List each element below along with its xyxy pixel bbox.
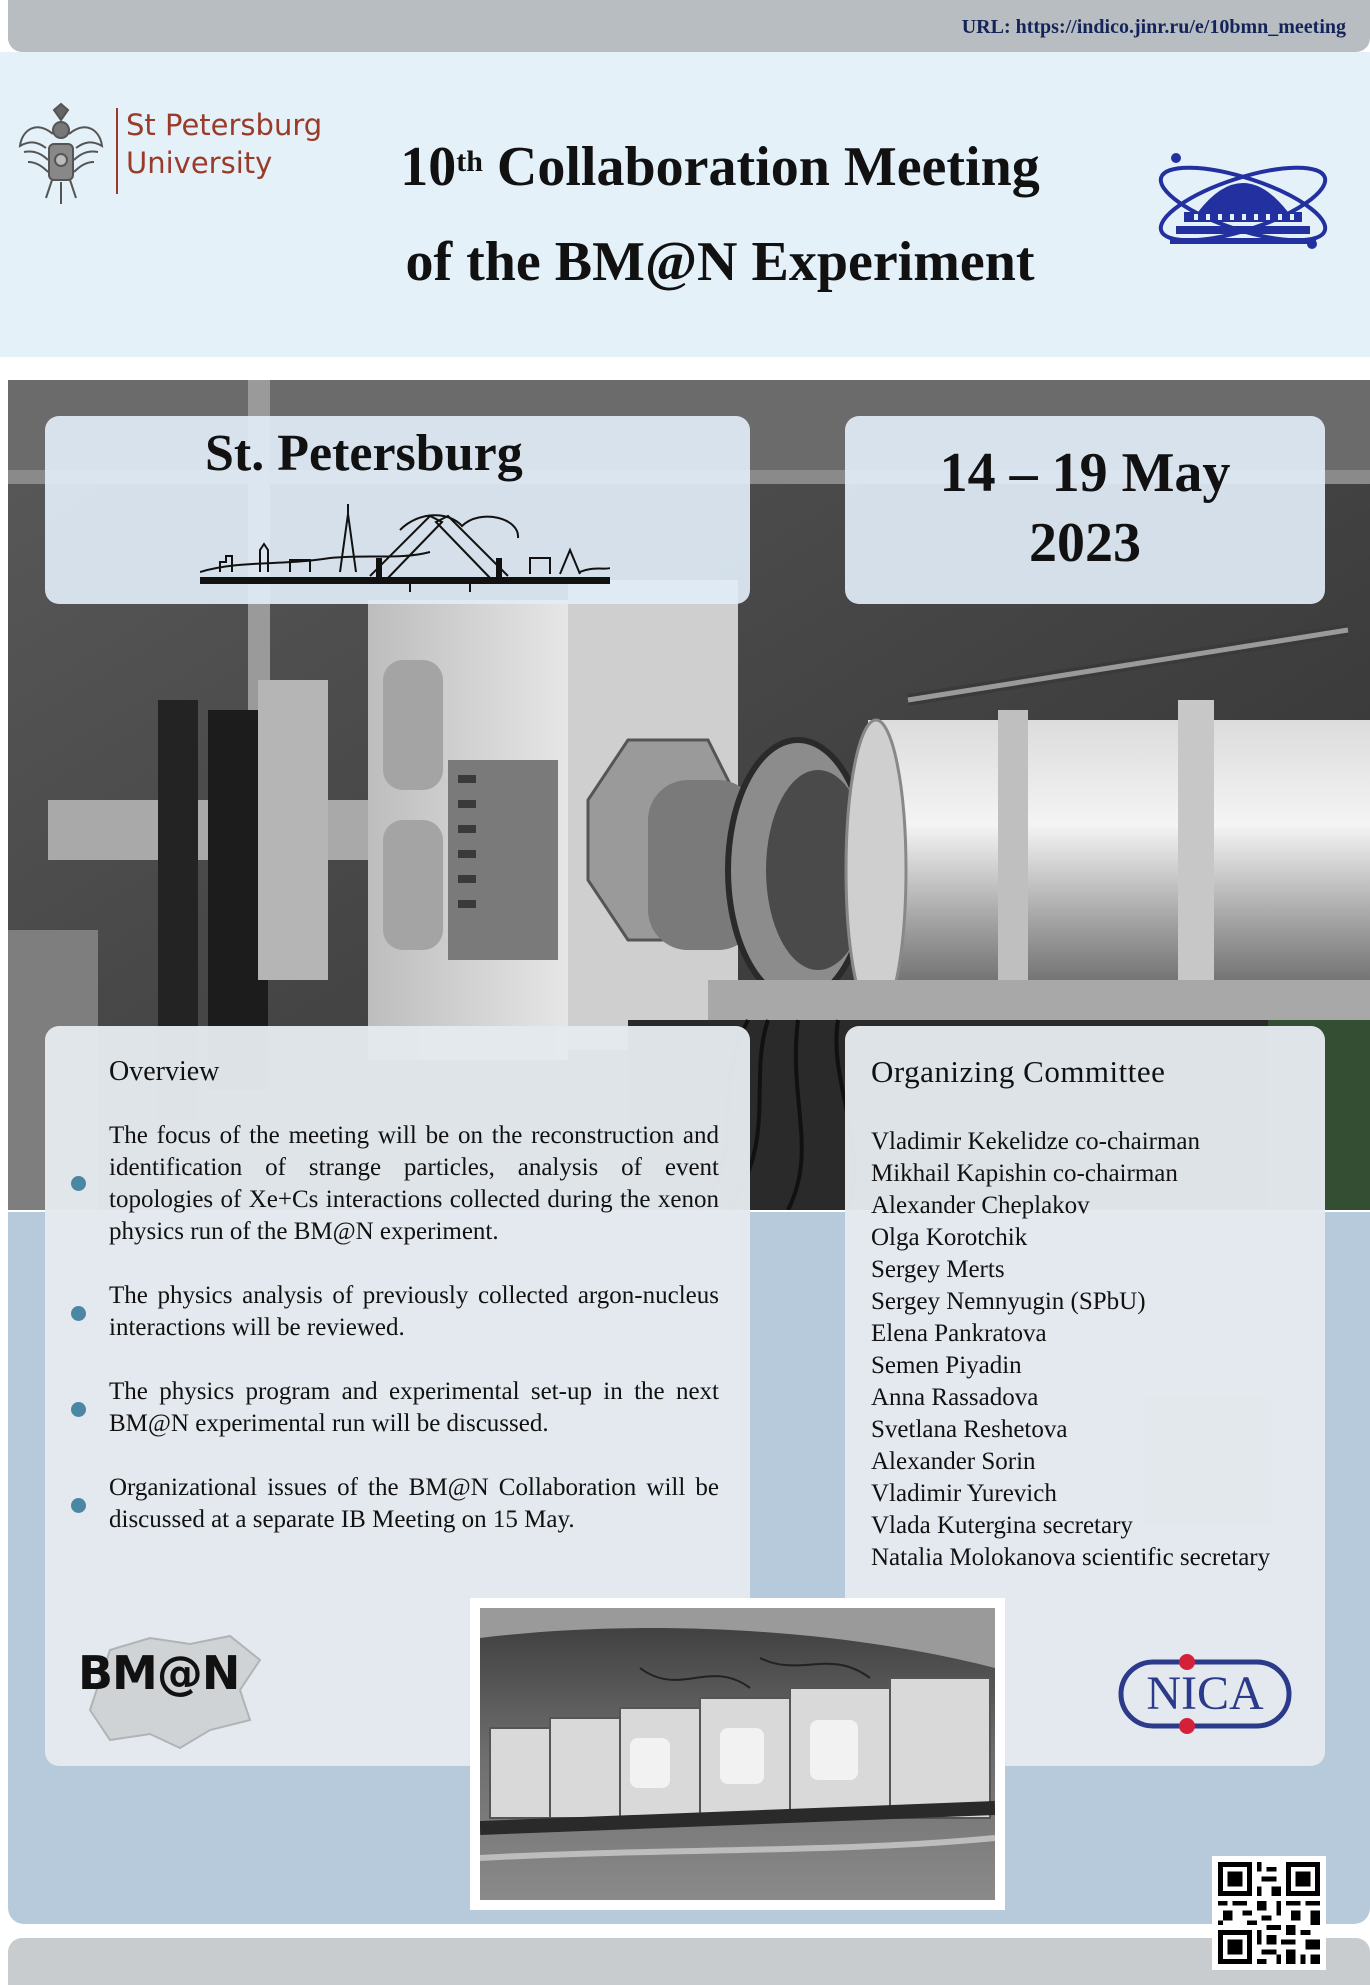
overview-item: [109, 1280, 719, 1344]
bottom-bar: [8, 1938, 1370, 1985]
committee-member: Anna Rassadova: [871, 1384, 1039, 1411]
event-year: 2023: [1029, 512, 1141, 574]
overview-item-text: The physics analysis of previously collected argon-nucleus interactions will be reviewed.: [109, 1282, 719, 1341]
qr-code-icon[interactable]: [1212, 1856, 1326, 1970]
bullet-dot-icon: [71, 1498, 86, 1513]
detector-photo: [470, 1598, 1005, 1910]
spbu-line-2: University: [126, 146, 273, 180]
committee-member: Alexander Sorin: [871, 1448, 1036, 1475]
title-number: 10: [400, 136, 457, 198]
nica-logo: [1115, 1648, 1295, 1740]
spbu-wordmark: [126, 106, 322, 182]
bullet-dot-icon: [71, 1306, 86, 1321]
title-line-1-text: Collaboration Meeting: [482, 136, 1040, 198]
detector-modules-illustration: [480, 1608, 995, 1900]
committee-member: Alexander Cheplakov: [871, 1192, 1090, 1219]
committee-list: [871, 1126, 1270, 1574]
committee-member: Sergey Nemnyugin (SPbU): [871, 1288, 1146, 1315]
overview-item: [109, 1376, 719, 1440]
event-date-range: 14 – 19 May: [939, 442, 1231, 504]
location-card: [45, 416, 750, 604]
spbu-line-1: St Petersburg: [126, 108, 323, 142]
bullet-dot-icon: [71, 1402, 86, 1417]
meeting-url[interactable]: URL: https://indico.jinr.ru/e/10bmn_meeting: [961, 16, 1346, 38]
dates-card: [845, 416, 1325, 604]
committee-member: Mikhail Kapishin co-chairman: [871, 1160, 1178, 1187]
committee-member: Natalia Molokanova scientific secretary: [871, 1544, 1271, 1571]
overview-list: [109, 1120, 719, 1568]
nica-wordmark: NICA: [1146, 1667, 1264, 1720]
overview-item-text: Organizational issues of the BM@N Collaboration will be discussed at a separate IB Meeting on 15 May.: [109, 1474, 719, 1533]
overview-heading: Overview: [109, 1056, 220, 1087]
overview-item-text: The physics program and experimental set-up in the next BM@N experimental run will be discussed.: [109, 1378, 719, 1437]
bridge-skyline-icon: [200, 500, 610, 598]
page-title: [340, 120, 1100, 310]
bman-logo: [70, 1630, 270, 1750]
bman-wordmark: BM@N: [78, 1646, 240, 1700]
committee-member: Elena Pankratova: [871, 1320, 1047, 1347]
committee-member: Olga Korotchik: [871, 1224, 1028, 1251]
double-eagle-emblem-icon: [16, 100, 106, 210]
overview-item-text: The focus of the meeting will be on the reconstruction and identification of strange particles, analysis of event topologies of Xe+Cs interactions collected during the xenon physics run of the BM@N experiment.: [109, 1122, 719, 1245]
title-line-2: of the BM@N Experiment: [405, 231, 1035, 293]
jinr-logo-icon: [1150, 134, 1336, 260]
overview-item: [109, 1120, 719, 1248]
bullet-dot-icon: [71, 1176, 86, 1191]
committee-heading: Organizing Committee: [871, 1054, 1166, 1089]
committee-member: Sergey Merts: [871, 1256, 1005, 1283]
committee-member: Vlada Kutergina secretary: [871, 1512, 1133, 1539]
committee-member: Semen Piyadin: [871, 1352, 1022, 1379]
spbu-divider: [116, 108, 118, 194]
top-bar: [8, 0, 1370, 52]
city-name: St. Petersburg: [205, 425, 523, 482]
title-line-1: [340, 120, 1100, 215]
event-dates: [845, 438, 1325, 578]
overview-item: [109, 1472, 719, 1536]
committee-member: Vladimir Kekelidze co-chairman: [871, 1128, 1201, 1155]
committee-member: Svetlana Reshetova: [871, 1416, 1068, 1443]
title-superscript: th: [456, 145, 483, 178]
committee-member: Vladimir Yurevich: [871, 1480, 1057, 1507]
spbu-logo: [16, 100, 336, 210]
